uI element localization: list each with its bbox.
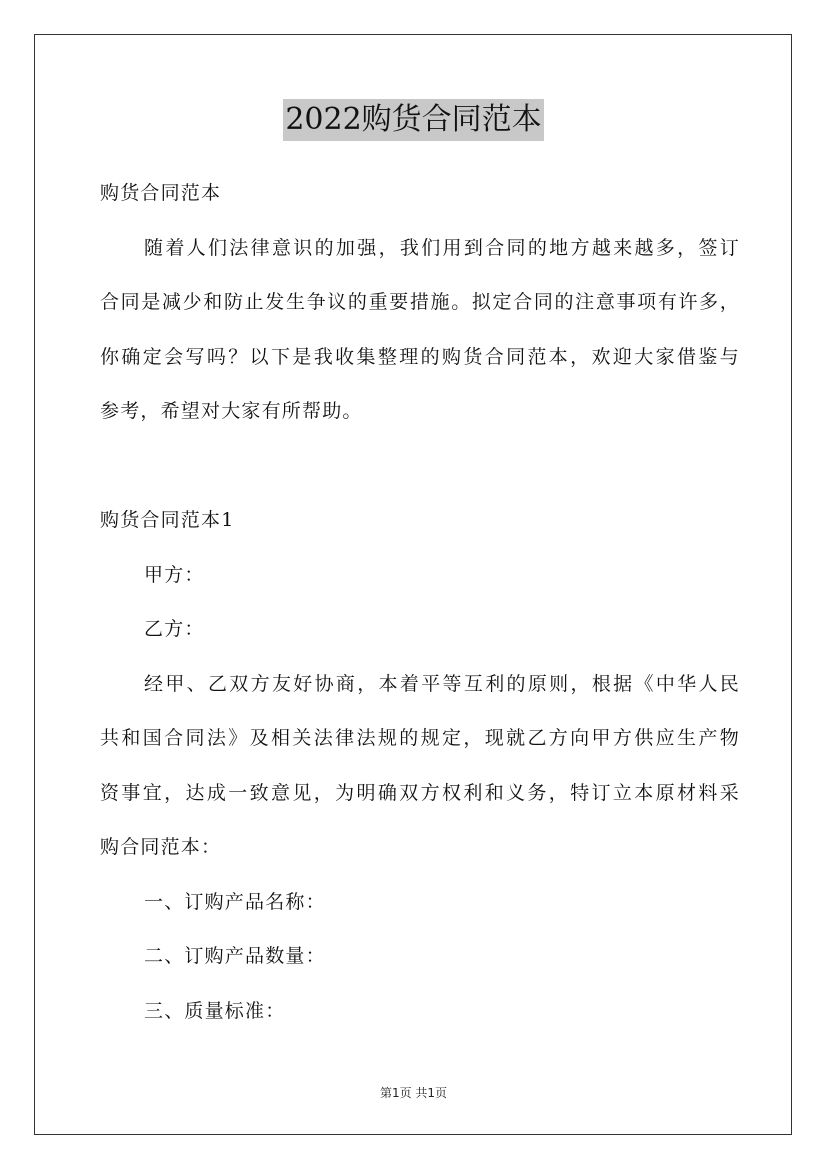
paragraph-line: 合同是减少和防止发生争议的重要措施。拟定合同的注意事项有许多，	[100, 291, 740, 313]
paragraph-line: 共和国合同法》及相关法律法规的规定，现就乙方向甲方供应生产物	[100, 727, 740, 749]
document-title[interactable]: 2022购货合同范本	[283, 99, 543, 141]
paragraph-line: 随着人们法律意识的加强，我们用到合同的地方越来越多，签订	[144, 236, 740, 259]
section-heading: 购货合同范本	[100, 182, 222, 204]
paragraph-line: 你确定会写吗？以下是我收集整理的购货合同范本，欢迎大家借鉴与	[100, 345, 740, 368]
title-container	[0, 99, 827, 141]
paragraph-line: 资事宜，达成一致意见，为明确双方权利和义务，特订立本原材料采	[100, 781, 740, 804]
party-b-line: 乙方：	[144, 618, 205, 640]
paragraph-line: 购合同范本：	[100, 836, 222, 858]
paragraph-line: 参考，希望对大家有所帮助。	[100, 400, 363, 422]
clause-item: 一、订购产品名称：	[144, 890, 326, 913]
blank-line	[100, 439, 740, 494]
document-body	[100, 166, 740, 1038]
page-footer: 第1页 共1页	[379, 1086, 448, 1100]
clause-item: 二、订购产品数量：	[144, 945, 326, 967]
clause-item: 三、质量标准：	[144, 999, 286, 1022]
party-a-line: 甲方：	[144, 563, 205, 586]
paragraph-line: 经甲、乙双方友好协商，本着平等互利的原则，根据《中华人民	[144, 672, 740, 695]
section-heading: 购货合同范本1	[100, 509, 235, 531]
